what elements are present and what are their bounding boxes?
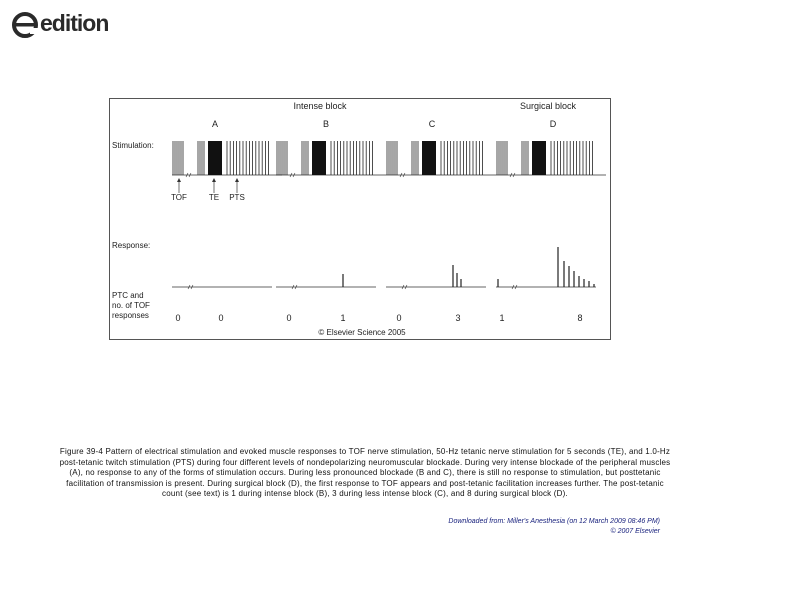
marker-label-te: TE bbox=[208, 193, 220, 202]
header-intense-block: Intense block bbox=[293, 101, 347, 111]
stimulation-label: Stimulation: bbox=[112, 141, 154, 150]
copyright-note: © 2007 Elsevier bbox=[610, 528, 660, 535]
marker-label-pts: PTS bbox=[229, 193, 245, 202]
count-value: 1 bbox=[340, 313, 346, 323]
marker-arrowhead bbox=[235, 178, 239, 182]
marker-label-tof: TOF bbox=[171, 193, 187, 202]
panel-label-a: A bbox=[211, 119, 219, 129]
panel-label-b: B bbox=[322, 119, 330, 129]
tetanic-block bbox=[312, 141, 326, 175]
elsevier-watermark: © Elsevier Science 2005 bbox=[318, 328, 406, 337]
count-value: 0 bbox=[175, 313, 181, 323]
download-note: Downloaded from: Miller's Anesthesia (on 12 March 2009 08:46 PM) bbox=[448, 518, 660, 525]
tetanic-block bbox=[422, 141, 436, 175]
nerve-stimulation-diagram bbox=[110, 99, 610, 339]
ptc-label-line: responses bbox=[112, 311, 149, 320]
marker-arrowhead bbox=[177, 178, 181, 182]
ptc-label-line: PTC and bbox=[112, 291, 144, 300]
ptc-label-line: no. of TOF bbox=[112, 301, 150, 310]
panel-label-d: D bbox=[549, 119, 557, 129]
logo-text: edition bbox=[40, 10, 109, 36]
panel-label-c: C bbox=[428, 119, 436, 129]
figure-caption: Figure 39-4 Pattern of electrical stimulation and evoked muscle responses to TOF nerve stimulation, 50-Hz tetanic nerve stimulation for 5 seconds (TE), and 1.0-Hz post-tetanic twitch stimulation (PTS) during four different levels of nondepolarizing neuromuscular blockade. During very intense blockade of the peripheral muscles (A), no response to any of the forms of stimulation occurs. During less pronounced blockade (B and C), there is still no response to stimulation, but posttetanic facilitation of transmission is present. During surgical block (D), the first response to TOF appears and post-tetanic facilitation increases further. The post-tetanic count (see text) is 1 during intense block (B), 3 during less intense block (C), and 8 during surgical block (D). bbox=[59, 447, 671, 498]
count-value: 8 bbox=[577, 313, 583, 323]
count-value: 0 bbox=[396, 313, 402, 323]
e-logo-icon bbox=[10, 6, 42, 40]
count-value: 0 bbox=[286, 313, 292, 323]
tetanic-block bbox=[532, 141, 546, 175]
count-value: 3 bbox=[455, 313, 461, 323]
response-label: Response: bbox=[112, 241, 151, 250]
header-surgical-block: Surgical block bbox=[519, 101, 577, 111]
tetanic-block bbox=[208, 141, 222, 175]
figure-panel bbox=[109, 98, 611, 340]
marker-arrowhead bbox=[212, 178, 216, 182]
count-value: 1 bbox=[499, 313, 505, 323]
count-value: 0 bbox=[218, 313, 224, 323]
